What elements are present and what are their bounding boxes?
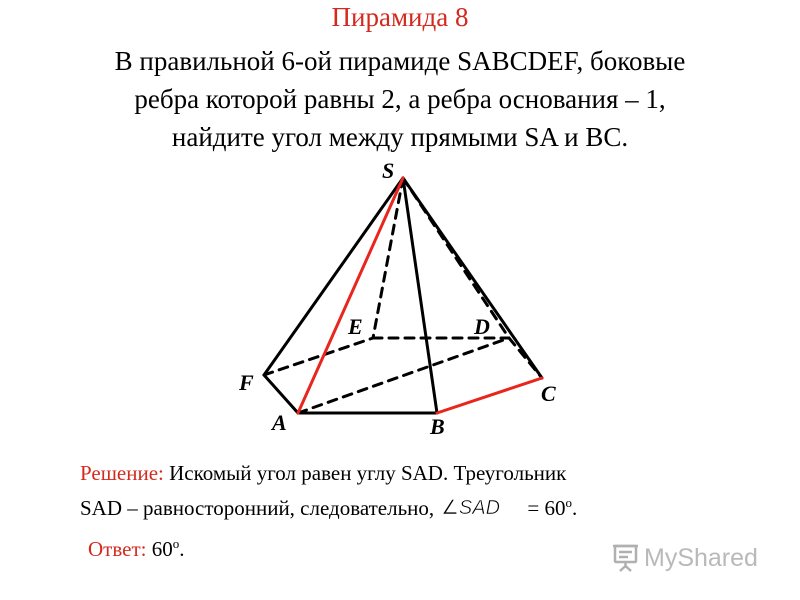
vertex-label-C: C	[541, 381, 556, 406]
solution-block	[80, 458, 780, 523]
solution-end: .	[572, 496, 578, 520]
edge-S-E	[373, 178, 403, 338]
edge-B-C-highlight	[437, 378, 542, 413]
solution-equals: = 60	[527, 496, 566, 520]
angle-sad-formula	[439, 496, 527, 518]
slide-title: Пирамида 8	[331, 2, 469, 32]
edge-A-D	[298, 338, 509, 413]
edge-F-A	[264, 375, 298, 413]
edge-S-B	[403, 178, 437, 413]
edge-S-C	[403, 178, 542, 378]
angle-sad-text: ∠SAD	[441, 497, 501, 518]
problem-line-2: ребра которой равны 2, а ребра основания – 1,	[134, 84, 666, 114]
answer-end: .	[179, 537, 185, 561]
edge-S-F	[264, 178, 403, 375]
presentation-board-icon	[610, 543, 640, 573]
myshared-logo	[610, 540, 758, 576]
answer-label: Ответ:	[88, 537, 147, 561]
problem-line-1: В правильной 6-ой пирамиде SABCDEF, боковые	[114, 46, 686, 76]
vertex-label-S: S	[382, 158, 395, 183]
vertex-label-E: E	[348, 314, 363, 339]
problem-line-3: найдите угол между прямыми SA и BC.	[171, 122, 629, 152]
vertex-label-B: B	[430, 414, 445, 439]
solution-text-1: Искомый угол равен углу SAD. Треугольник	[169, 461, 567, 485]
answer-value: 60	[151, 537, 173, 561]
vertex-label-D: D	[474, 314, 490, 339]
answer-degree: o	[172, 536, 180, 551]
solution-label: Решение:	[80, 461, 164, 485]
solution-degree: o	[565, 495, 573, 510]
logo-text: MyShared	[644, 543, 758, 572]
vertex-label-A: A	[272, 410, 287, 435]
solution-text-2: SAD – равносторонний, следовательно,	[80, 496, 435, 520]
edge-S-A-highlight	[298, 178, 403, 413]
answer-block	[88, 536, 184, 562]
vertex-label-F: F	[239, 370, 254, 395]
